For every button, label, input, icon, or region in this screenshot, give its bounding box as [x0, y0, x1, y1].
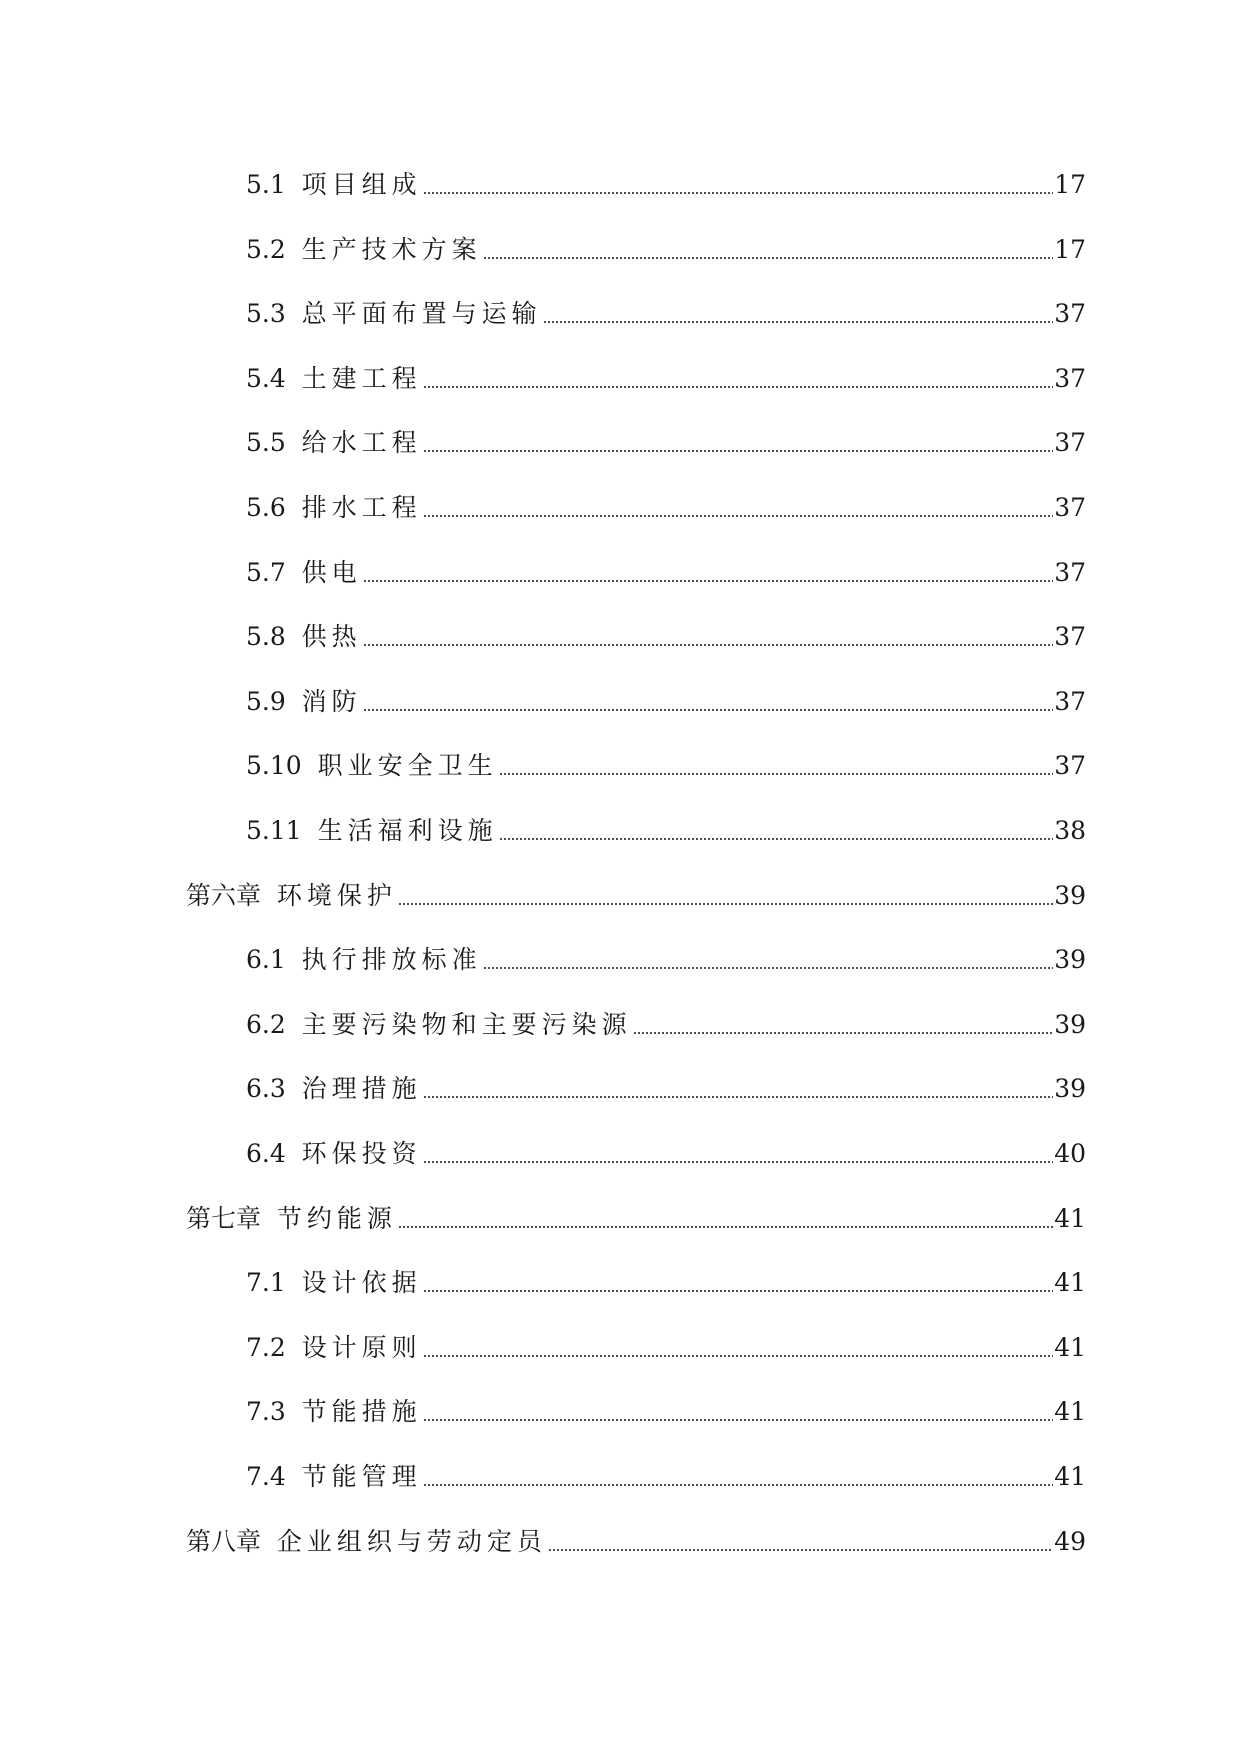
- toc-entry[interactable]: [246, 1064, 1086, 1104]
- toc-entry-title: 主要污染物和主要污染源: [301, 1010, 632, 1039]
- toc-entry[interactable]: [246, 418, 1086, 458]
- toc-entry-number: 6.3: [246, 1074, 286, 1103]
- toc-entry-title: 设计依据: [301, 1268, 422, 1297]
- toc-entry[interactable]: [186, 1517, 1086, 1557]
- dot-leader: [483, 257, 1054, 259]
- toc-entry[interactable]: [246, 1258, 1086, 1298]
- dot-leader: [483, 967, 1054, 969]
- toc-entry-number: 5.8: [246, 622, 286, 651]
- toc-entry-title: 总平面布置与运输: [301, 299, 542, 328]
- dot-leader: [423, 515, 1054, 517]
- dot-leader: [423, 450, 1054, 452]
- dot-leader: [543, 321, 1054, 323]
- dot-leader: [633, 1032, 1054, 1034]
- toc-entry[interactable]: [246, 806, 1086, 846]
- toc-entry-title: 环保投资: [301, 1139, 422, 1168]
- toc-entry[interactable]: [246, 1000, 1086, 1040]
- toc-entry[interactable]: [186, 1194, 1086, 1234]
- toc-entry-number: 7.4: [246, 1462, 286, 1491]
- dot-leader: [363, 644, 1054, 646]
- toc-entry-page-number: 39: [1054, 945, 1086, 974]
- toc-entry-page-number: 39: [1054, 1010, 1086, 1039]
- toc-entry-page-number: 38: [1054, 816, 1086, 845]
- toc-entry-page-number: 39: [1054, 1074, 1086, 1103]
- dot-leader: [423, 1161, 1054, 1163]
- toc-entry-number: 6.1: [246, 945, 286, 974]
- toc-entry-number: 6.4: [246, 1139, 286, 1168]
- toc-entry-number: 5.3: [246, 299, 286, 328]
- toc-entry-title: 职业安全卫生: [317, 751, 498, 780]
- dot-leader: [423, 1290, 1054, 1292]
- dot-leader: [423, 1484, 1054, 1486]
- toc-entry[interactable]: [246, 935, 1086, 975]
- toc-entry[interactable]: [246, 225, 1086, 265]
- toc-entry-number: 6.2: [246, 1010, 286, 1039]
- dot-leader: [499, 773, 1054, 775]
- toc-entry-title: 排水工程: [301, 493, 422, 522]
- toc-entry[interactable]: [246, 160, 1086, 200]
- dot-leader: [423, 1355, 1054, 1357]
- toc-entry-number: 7.1: [246, 1268, 286, 1297]
- dot-leader: [398, 903, 1053, 905]
- toc-entry-title: 生产技术方案: [301, 235, 482, 264]
- dot-leader: [423, 192, 1054, 194]
- toc-entry-title: 设计原则: [301, 1333, 422, 1362]
- toc-entry[interactable]: [246, 354, 1086, 394]
- toc-entry-page-number: 41: [1054, 1333, 1086, 1362]
- toc-entry-page-number: 41: [1054, 1204, 1086, 1233]
- toc-entry-number: 7.2: [246, 1333, 286, 1362]
- toc-entry-page-number: 37: [1054, 428, 1086, 457]
- toc-entry[interactable]: [246, 741, 1086, 781]
- toc-entry-number: 5.9: [246, 687, 286, 716]
- dot-leader: [398, 1226, 1053, 1228]
- toc-entry-title: 生活福利设施: [317, 816, 498, 845]
- toc-entry[interactable]: [246, 1387, 1086, 1427]
- toc-entry-number: 第六章: [186, 881, 262, 910]
- toc-entry-title: 土建工程: [301, 364, 422, 393]
- toc-entry-title: 节约能源: [276, 1204, 397, 1233]
- toc-entry-page-number: 37: [1054, 364, 1086, 393]
- toc-entry-title: 给水工程: [301, 428, 422, 457]
- dot-leader: [423, 1096, 1054, 1098]
- toc-entry-title: 项目组成: [301, 170, 422, 199]
- dot-leader: [548, 1549, 1053, 1551]
- toc-entry-title: 节能管理: [301, 1462, 422, 1491]
- toc-entry-number: 5.4: [246, 364, 286, 393]
- toc-entry-number: 5.6: [246, 493, 286, 522]
- toc-entry-number: 5.11: [246, 816, 302, 845]
- toc-entry-page-number: 37: [1054, 493, 1086, 522]
- toc-entry-page-number: 37: [1054, 558, 1086, 587]
- toc-entry-number: 5.5: [246, 428, 286, 457]
- toc-entry-page-number: 41: [1054, 1462, 1086, 1491]
- toc-entry[interactable]: [246, 612, 1086, 652]
- toc-entry-page-number: 37: [1054, 751, 1086, 780]
- toc-entry-page-number: 17: [1054, 235, 1086, 264]
- toc-entry-page-number: 37: [1054, 299, 1086, 328]
- toc-entry-number: 5.2: [246, 235, 286, 264]
- toc-entry-page-number: 49: [1054, 1527, 1086, 1556]
- toc-entry-page-number: 40: [1054, 1139, 1086, 1168]
- toc-entry-title: 环境保护: [276, 881, 397, 910]
- toc-entry-number: 第八章: [186, 1527, 262, 1556]
- toc-entry-title: 企业组织与劳动定员: [276, 1527, 547, 1556]
- toc-entry-page-number: 37: [1054, 622, 1086, 651]
- toc-entry-number: 5.7: [246, 558, 286, 587]
- toc-entry-page-number: 17: [1054, 170, 1086, 199]
- toc-entry[interactable]: [246, 289, 1086, 329]
- toc-entry-title: 节能措施: [301, 1397, 422, 1426]
- dot-leader: [423, 1419, 1054, 1421]
- toc-entry[interactable]: [246, 1129, 1086, 1169]
- dot-leader: [423, 386, 1054, 388]
- dot-leader: [499, 838, 1054, 840]
- toc-entry-page-number: 41: [1054, 1268, 1086, 1297]
- toc-entry-title: 消防: [301, 687, 362, 716]
- toc-entry-number: 第七章: [186, 1204, 262, 1233]
- toc-entry-title: 供电: [301, 558, 362, 587]
- toc-entry-number: 5.10: [246, 751, 302, 780]
- toc-entry-title: 治理措施: [301, 1074, 422, 1103]
- toc-entry-page-number: 39: [1054, 881, 1086, 910]
- toc-entry[interactable]: [246, 548, 1086, 588]
- toc-entry[interactable]: [246, 677, 1086, 717]
- toc-entry-page-number: 41: [1054, 1397, 1086, 1426]
- toc-entry[interactable]: [246, 1323, 1086, 1363]
- dot-leader: [363, 709, 1054, 711]
- toc-entry-number: 5.1: [246, 170, 286, 199]
- toc-entry[interactable]: [246, 483, 1086, 523]
- dot-leader: [363, 580, 1054, 582]
- toc-entry-page-number: 37: [1054, 687, 1086, 716]
- toc-entry-number: 7.3: [246, 1397, 286, 1426]
- toc-entry-title: 供热: [301, 622, 362, 651]
- toc-entry-title: 执行排放标准: [301, 945, 482, 974]
- toc-entry[interactable]: [246, 1452, 1086, 1492]
- toc-entry[interactable]: [186, 871, 1086, 911]
